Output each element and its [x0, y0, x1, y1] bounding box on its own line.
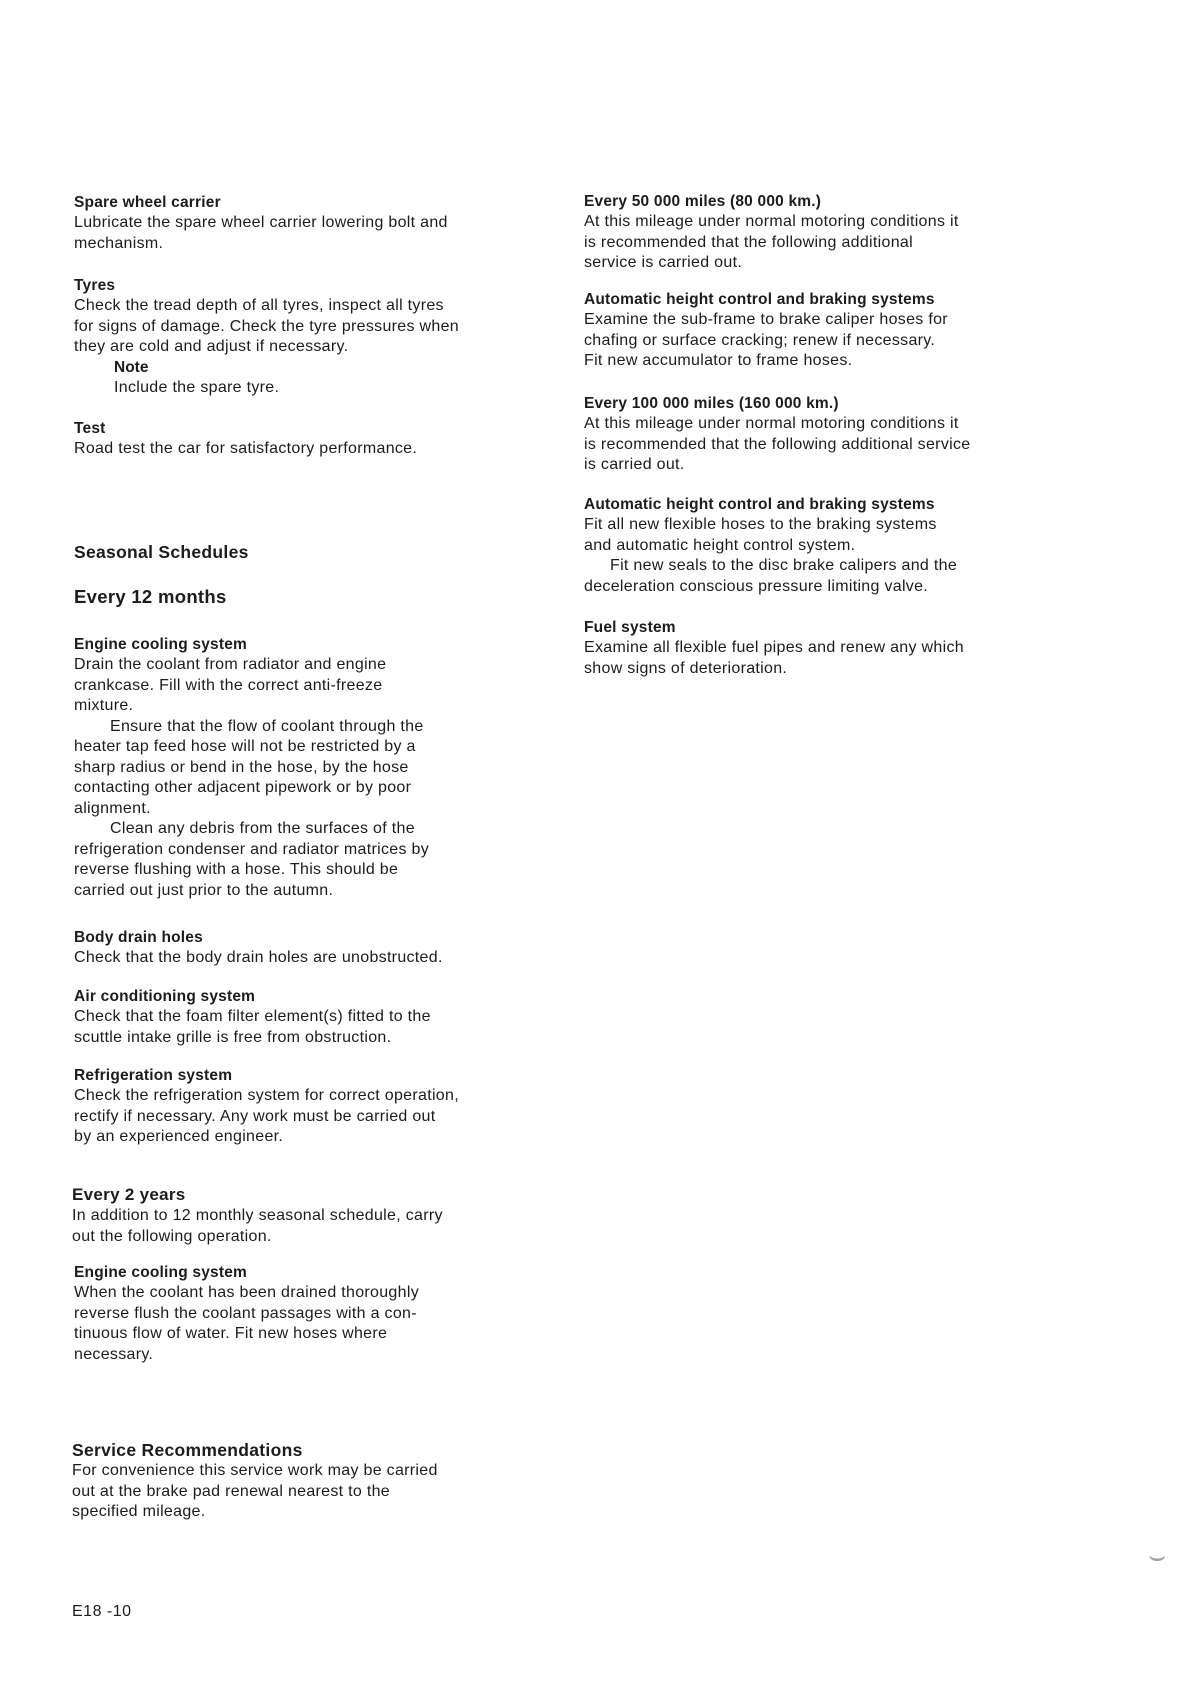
text-line: reverse flushing with a hose. This should be	[74, 861, 399, 878]
text-line: tinuous flow of water. Fit new hoses where	[74, 1325, 388, 1342]
heading-auto-height-control-1: Automatic height control and braking systems	[584, 291, 935, 308]
text-line: Drain the coolant from radiator and engine	[74, 656, 387, 673]
section-every-12-months	[74, 586, 544, 608]
section-engine-cooling	[74, 635, 544, 901]
text-line: carried out just prior to the autumn.	[74, 881, 334, 899]
section-auto-height-control-1	[584, 290, 1054, 372]
text-line: Check the refrigeration system for correct operation,	[74, 1087, 459, 1104]
heading-test: Test	[74, 420, 106, 437]
note-text: Include the spare tyre.	[114, 378, 280, 396]
section-body-drain-holes	[74, 928, 544, 969]
text-line: rectify if necessary. Any work must be carried out	[74, 1107, 436, 1125]
section-tyres	[74, 276, 544, 398]
section-test	[74, 419, 544, 460]
text-line: alignment.	[74, 799, 151, 817]
heading-spare-wheel-carrier: Spare wheel carrier	[74, 194, 221, 211]
text-line: out the following operation.	[72, 1227, 272, 1245]
text-line: mechanism.	[74, 234, 164, 252]
text-line: heater tap feed hose will not be restricted by a	[74, 738, 416, 755]
text-line: by an experienced engineer.	[74, 1128, 284, 1145]
section-seasonal-schedules	[74, 541, 544, 563]
heading-refrigeration: Refrigeration system	[74, 1067, 233, 1084]
heading-auto-height-control-2: Automatic height control and braking systems	[584, 496, 935, 513]
text-line: show signs of deterioration.	[584, 659, 788, 677]
heading-service-recommendations: Service Recommendations	[72, 1440, 303, 1460]
section-refrigeration	[74, 1066, 544, 1148]
heading-seasonal-schedules: Seasonal Schedules	[74, 542, 249, 562]
text-line: contacting other adjacent pipework or by poor	[74, 779, 412, 796]
page-number: E18 -10	[72, 1603, 132, 1620]
heading-every-2-years: Every 2 years	[72, 1185, 186, 1204]
text-line: reverse flush the coolant passages with a con-	[74, 1304, 417, 1322]
text-line: sharp radius or bend in the hose, by the hose	[74, 758, 409, 776]
note-heading: Note	[114, 358, 149, 376]
text-line: Clean any debris from the surfaces of the	[110, 820, 415, 837]
text-line: Check the tread depth of all tyres, inspect all tyres	[74, 297, 444, 314]
text-line: Check that the body drain holes are unobstructed.	[74, 949, 443, 966]
text-line: Fit all new flexible hoses to the braking systems	[584, 516, 937, 533]
scan-mark-icon: ⌣	[1148, 1540, 1167, 1571]
text-line: and automatic height control system.	[584, 536, 856, 554]
text-line: scuttle intake grille is free from obstruction.	[74, 1028, 392, 1046]
section-engine-cooling-2	[74, 1263, 544, 1365]
text-line: necessary.	[74, 1345, 154, 1363]
text-line: For convenience this service work may be carried	[72, 1462, 438, 1479]
section-spare-wheel-carrier	[74, 193, 544, 254]
text-line: At this mileage under normal motoring conditions it	[584, 415, 959, 432]
heading-engine-cooling-2: Engine cooling system	[74, 1264, 248, 1281]
heading-every-12-months: Every 12 months	[74, 586, 227, 607]
text-line: is recommended that the following additional	[584, 233, 913, 251]
heading-engine-cooling: Engine cooling system	[74, 636, 248, 653]
text-line: out at the brake pad renewal nearest to the	[72, 1482, 390, 1500]
text-line: for signs of damage. Check the tyre pressures when	[74, 317, 459, 335]
section-every-100000-miles	[584, 394, 1054, 476]
heading-fuel-system: Fuel system	[584, 619, 676, 636]
text-line: When the coolant has been drained thoroughly	[74, 1284, 419, 1301]
text-line: refrigeration condenser and radiator matrices by	[74, 840, 430, 858]
text-line: Examine all flexible fuel pipes and renew any which	[584, 639, 964, 656]
text-line: Examine the sub-frame to brake caliper hoses for	[584, 311, 948, 328]
text-line: Fit new seals to the disc brake calipers and the	[610, 557, 958, 574]
text-line: Fit new accumulator to frame hoses.	[584, 352, 853, 369]
text-line: chafing or surface cracking; renew if necessary.	[584, 331, 936, 349]
text-line: In addition to 12 monthly seasonal schedule, carry	[72, 1207, 443, 1224]
text-line: crankcase. Fill with the correct anti-freeze	[74, 676, 383, 694]
text-line: At this mileage under normal motoring conditions it	[584, 213, 959, 230]
section-service-recommendations	[72, 1439, 542, 1523]
section-fuel-system	[584, 618, 1054, 679]
section-air-conditioning	[74, 987, 544, 1048]
heading-every-100000-miles: Every 100 000 miles (160 000 km.)	[584, 395, 839, 412]
text-line: service is carried out.	[584, 254, 743, 271]
text-line: Check that the foam filter element(s) fitted to the	[74, 1008, 431, 1025]
section-auto-height-control-2	[584, 495, 1054, 597]
text-line: Ensure that the flow of coolant through the	[110, 717, 424, 735]
heading-tyres: Tyres	[74, 277, 116, 294]
text-line: is recommended that the following additional service	[584, 435, 971, 453]
heading-air-conditioning: Air conditioning system	[74, 988, 256, 1005]
text-line: mixture.	[74, 697, 134, 714]
section-every-50000-miles	[584, 192, 1054, 274]
text-line: is carried out.	[584, 456, 685, 473]
section-every-2-years	[72, 1184, 542, 1247]
text-line: Lubricate the spare wheel carrier lowering bolt and	[74, 214, 448, 231]
text-line: they are cold and adjust if necessary.	[74, 338, 349, 355]
text-line: Road test the car for satisfactory performance.	[74, 440, 418, 457]
heading-every-50000-miles: Every 50 000 miles (80 000 km.)	[584, 193, 822, 210]
text-line: specified mileage.	[72, 1503, 206, 1520]
text-line: deceleration conscious pressure limiting valve.	[584, 577, 929, 595]
heading-body-drain-holes: Body drain holes	[74, 929, 203, 946]
